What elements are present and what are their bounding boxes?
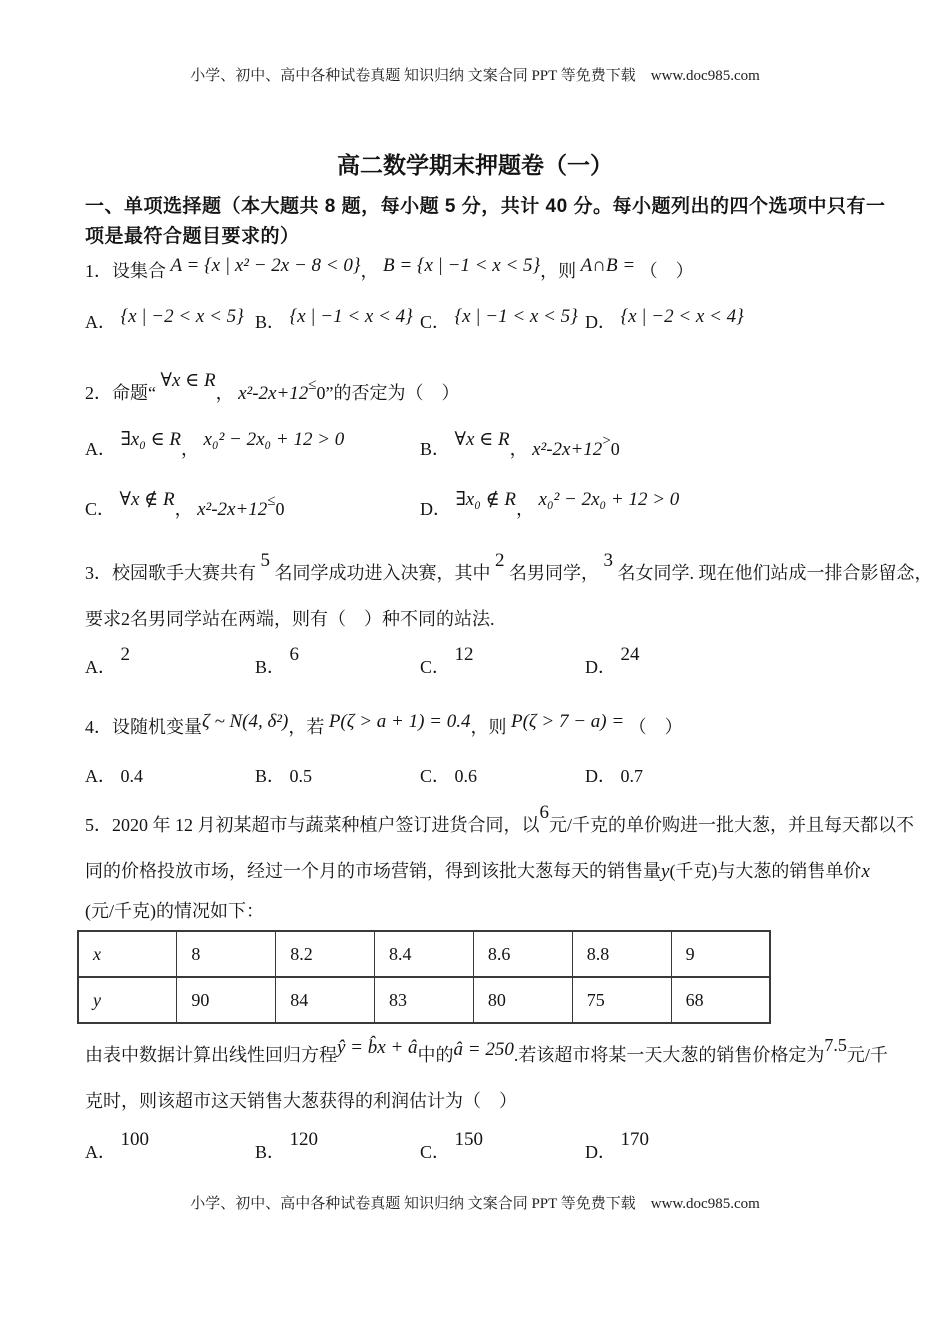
q5-option-c [420,1129,484,1164]
q5-line4b: 中的 [417,1045,454,1065]
q2-option-a-f2: x₀² − 2x₀ + 12 > 0 [203,429,345,450]
q2-option-d-f2: x₀² − 2x₀ + 12 > 0 [538,489,680,510]
q2-comma: ， [215,383,234,403]
q3-text4: 名女同学. 现在他们站成一排合影留念， [617,563,933,583]
question-5-stem-line1 [85,802,914,839]
q5-var-x: x [861,861,870,882]
q1-option-c-value: {x | −1 < x < 5} [454,306,578,327]
q5-option-a-label: A． [85,1142,116,1162]
question-2-options-row1 [0,429,950,477]
q5-line3: (元/千克)的情况如下： [85,901,264,921]
table-cell: 68 [671,977,770,1023]
q2-option-c-label: C． [85,499,116,519]
q4-formula-p2: P(ζ > 7 − a) = [511,711,625,732]
q3-num-2: 2 [495,550,505,571]
q3-option-b-value: 6 [289,644,300,665]
q2-option-c-f1: ∀x ∉ R [119,489,175,510]
q1-formula-set-a: A = {x | x² − 2x − 8 < 0} [170,255,361,276]
q4-option-d-value: 0.7 [620,766,643,786]
q5-option-d-value: 170 [620,1129,649,1150]
question-5-stem-line4 [85,1035,888,1069]
table-cell: 8.6 [473,931,572,977]
q2-number: 2． [85,383,112,403]
q1-mid: ，则 [540,261,577,281]
q1-option-d [585,308,744,334]
q4-option-c-label: C． [420,766,451,786]
q4-answer-blank: （ ） [628,717,683,737]
q1-option-d-value: {x | −2 < x < 4} [620,306,744,327]
q5-line4c: .若该超市将某一天大葱的销售价格定为 [513,1045,825,1065]
q4-option-d-label: D． [585,766,616,786]
q2-formula-expr: x²-2x+12 [238,383,309,404]
q1-formula-intersection: A∩B = [580,255,636,276]
table-cell: 8.2 [276,931,375,977]
q2-option-d-label: D． [420,499,451,519]
sales-data-table [77,930,771,1024]
table-cell: 9 [671,931,770,977]
q3-option-d-value: 24 [620,644,640,665]
q3-num-2b: 2 [121,609,130,629]
q3-line2a: 要求 [85,609,121,629]
q5-option-b-label: B． [255,1142,286,1162]
question-5-stem-line3 [85,898,264,924]
q2-formula-forall: ∀x ∈ R [160,370,216,391]
q4-formula-p1: P(ζ > a + 1) = 0.4 [328,711,471,732]
q4-comma1: ，若 [288,717,325,737]
q1-option-a [85,308,244,334]
q1-option-b [255,308,413,334]
q3-num-3: 3 [603,550,613,571]
q3-text1: 校园歌手大赛共有 [112,563,256,583]
q4-option-c-value: 0.6 [454,766,478,786]
q2-option-d-f1: ∃x₀ ∉ R [455,489,517,510]
q1-formula-set-b: B = {x | −1 < x < 5} [382,255,541,276]
page-title: 高二数学期末押题卷（一） [337,152,613,178]
q5-line2a: 同的价格投放市场，经过一个月的市场营销，得到该批大葱每天的销售量 [85,861,661,881]
q3-option-d-label: D． [585,657,616,677]
question-1-stem [85,255,694,285]
table-row-y [78,977,770,1023]
q5-option-b-value: 120 [289,1129,319,1150]
q2-option-b [420,429,620,461]
question-3-stem-line1 [85,550,933,587]
q1-lead: 设集合 [112,261,166,281]
q5-line4d: 元/千 [846,1045,888,1065]
q3-option-a [85,644,130,679]
q1-option-a-value: {x | −2 < x < 5} [120,306,244,327]
table-cell: x [78,931,177,977]
question-5-stem-line2 [85,858,870,885]
q5-option-c-label: C． [420,1142,451,1162]
q4-option-a-value: 0.4 [120,766,143,786]
q3-text2: 名同学成功进入决赛，其中 [274,563,491,583]
q1-option-b-value: {x | −1 < x < 4} [289,306,413,327]
q3-number: 3． [85,563,112,583]
table-cell: 90 [177,977,276,1023]
q1-option-a-label: A． [85,312,116,332]
q2-tail: 0”的否定为（ ） [316,383,460,403]
header-note: 小学、初中、高中各种试卷真题 知识归纳 文案合同 PPT 等免费下载 www.doc985.com [190,68,760,84]
q2-option-b-sup: > [602,433,611,449]
q5-option-a-value: 100 [120,1129,149,1150]
q2-option-a-comma: ， [181,439,200,459]
q5-formula-regression: ŷ = b̂x + â [337,1037,418,1058]
table-row-x [78,931,770,977]
q2-option-b-zero: 0 [610,439,620,459]
q4-option-b [255,762,312,788]
question-3-options [0,644,950,695]
q2-option-b-comma: ， [509,439,528,459]
q2-option-a [85,429,345,461]
q2-option-c-comma: ， [174,499,193,519]
table-cell: 80 [473,977,572,1023]
q4-option-a-label: A． [85,766,116,786]
question-2-options-row2 [0,489,950,537]
table-cell: 8.4 [375,931,474,977]
q4-comma2: ，则 [470,717,507,737]
question-4-options [0,762,950,804]
q5-num-6: 6 [539,802,549,823]
q5-formula-a-hat: â = 250 [453,1039,514,1060]
q3-line2b: 名男同学站在两端，则有（ ）种不同的站法. [130,609,495,629]
q4-formula-distribution: ζ ~ N(4, δ²) [202,711,289,732]
question-1-options [0,308,950,350]
section-heading-line1: 一、单项选择题（本大题共 8 题，每小题 5 分，共计 40 分。每小题列出的四个选项中只有一 [85,196,886,217]
question-4-stem [85,711,683,741]
section-heading-line2: 项是最符合题目要求的） [85,226,300,247]
section-heading [85,192,885,252]
q3-option-d [585,644,640,679]
q3-option-c-label: C． [420,657,451,677]
q3-option-c-value: 12 [454,644,474,665]
q5-var-y: y [661,861,670,882]
table-cell: 8 [177,931,276,977]
question-5-options [0,1129,950,1180]
q1-answer-blank: （ ） [639,261,694,281]
q3-option-b-label: B． [255,657,286,677]
q5-line1a: 2020 年 12 月初某超市与蔬菜种植户签订进货合同，以 [112,815,540,835]
table-cell: 8.8 [572,931,671,977]
q4-option-d [585,762,643,788]
footer-note: 小学、初中、高中各种试卷真题 知识归纳 文案合同 PPT 等免费下载 www.doc985.com [190,1196,760,1212]
q1-option-d-label: D． [585,312,616,332]
q3-option-b [255,644,300,679]
question-2-stem [85,370,460,408]
table-cell: y [78,977,177,1023]
q1-option-b-label: B． [255,312,286,332]
q2-option-c [85,489,285,521]
q5-option-d-label: D． [585,1142,616,1162]
q1-number: 1． [85,261,112,281]
q4-option-b-value: 0.5 [289,766,313,786]
q1-option-c [420,308,578,334]
table-cell: 83 [375,977,474,1023]
q2-sup-le: ≤ [308,377,317,393]
q4-text1: 设随机变量 [112,717,202,737]
q3-option-c [420,644,474,679]
q1-comma: ， [360,261,379,281]
q3-option-a-value: 2 [120,644,130,665]
q4-option-b-label: B． [255,766,286,786]
q5-line1b: 元/千克的单价购进一批大葱，并且每天都以不 [549,815,914,835]
q5-line5: 克时，则该超市这天销售大葱获得的利润估计为（ ） [85,1091,517,1111]
q4-option-c [420,762,477,788]
q5-option-d [585,1129,649,1164]
q3-text3: 名男同学， [509,563,599,583]
q2-option-c-zero: 0 [275,499,285,519]
q5-option-a [85,1129,149,1164]
question-3-stem-line2 [85,606,495,632]
q3-option-a-label: A． [85,657,116,677]
q2-lead: 命题“ [112,383,156,403]
q4-option-a [85,762,143,788]
q2-option-a-label: A． [85,439,116,459]
q3-num-5: 5 [260,550,270,571]
q5-option-b [255,1129,319,1164]
table-cell: 75 [572,977,671,1023]
q2-option-d-comma: ， [516,499,535,519]
q2-option-d [420,489,680,521]
q5-number: 5． [85,815,112,835]
table-cell: 84 [276,977,375,1023]
q1-option-c-label: C． [420,312,451,332]
q5-line4a: 由表中数据计算出线性回归方程 [85,1045,337,1065]
q2-option-c-sup: ≤ [267,493,276,509]
q2-option-b-f1: ∀x ∈ R [454,429,510,450]
q5-option-c-value: 150 [454,1129,484,1150]
q2-option-b-f2: x²-2x+12 [532,439,603,460]
question-5-stem-line5 [85,1088,517,1114]
q2-option-a-f1: ∃x₀ ∈ R [120,429,182,450]
q2-option-b-label: B． [420,439,451,459]
q4-number: 4． [85,717,112,737]
q5-line2b: (千克)与大葱的销售单价 [669,861,862,881]
q2-option-c-f2: x²-2x+12 [197,499,268,520]
q5-num-7-5: 7.5 [824,1035,847,1055]
